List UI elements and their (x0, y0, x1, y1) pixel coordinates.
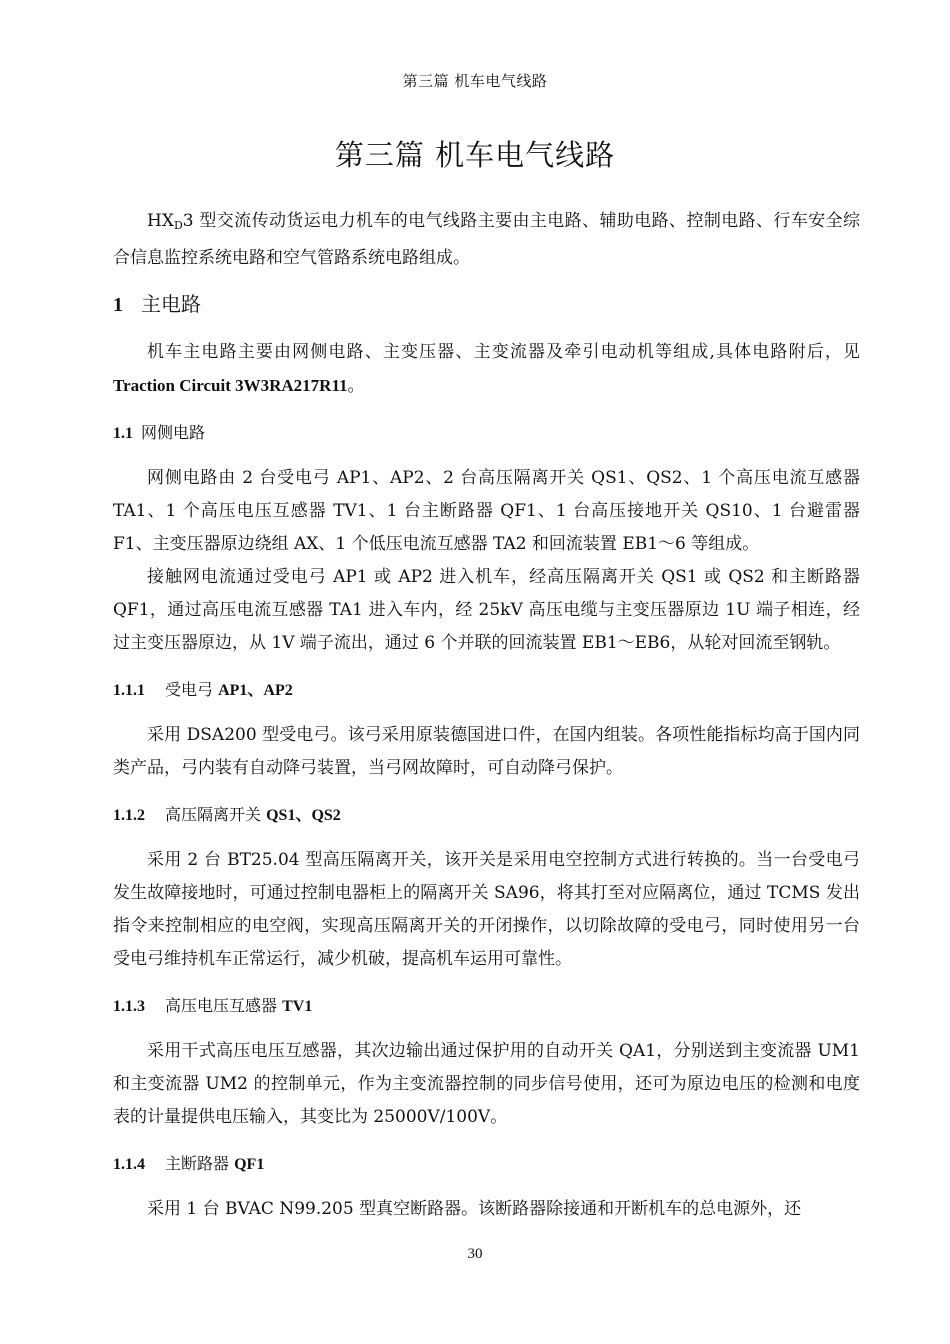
section-1-1-paragraph-2: 接触网电流通过受电弓 AP1 或 AP2 进入机车，经高压隔离开关 QS1 或 QS2 和主断路器 QF1，通过高压电流互感器 TA1 进入车内，经 25kV 高压电缆与主变压器原边 1U 端子相连，经过主变压器原边，从 1V 端子流出，通过 6 个并联的回流装置 EB1～EB6，从轮对回流至钢轨。 (113, 567, 860, 653)
section-heading-1-1 (113, 403, 860, 462)
section-code: QF1 (234, 1156, 265, 1173)
running-header: 第三篇 机车电气线路 (402, 72, 548, 90)
section-number: 1.1 (113, 425, 133, 442)
section-title: 高压电压互感器 (165, 996, 283, 1015)
section-title: 高压隔离开关 (165, 805, 267, 824)
section-heading-1-1-1 (113, 660, 860, 719)
section-number: 1.1.1 (113, 682, 145, 699)
section-number: 1 (113, 294, 123, 316)
intro-model-subscript: D (173, 219, 183, 232)
section-1-1-paragraph-1: 网侧电路由 2 台受电弓 AP1、AP2、2 台高压隔离开关 QS1、QS2、1 个高压电流互感器 TA1、1 个高压电压互感器 TV1、1 台主断路器 QF1、1 台高压接地开关 QS10、1 台避雷器 F1、主变压器原边绕组 AX、1 个低压电流互感器 TA2 和回流装置 EB1～6 等组成。 (113, 468, 860, 554)
section-code: QS1、QS2 (266, 807, 341, 824)
traction-circuit-reference: Traction Circuit 3W3RA217R11 (113, 376, 348, 395)
section-heading-1-1-3 (113, 976, 860, 1035)
section-heading-1 (113, 275, 860, 336)
document-body (113, 205, 860, 1226)
section-heading-1-1-2 (113, 785, 860, 844)
intro-paragraph (113, 205, 860, 275)
section-number: 1.1.2 (113, 807, 145, 824)
page-title: 第三篇 机车电气线路 (334, 138, 616, 172)
section-1-1-3-paragraph: 采用干式高压电压互感器，其次边输出通过保护用的自动开关 QA1，分别送到主变流器 UM1 和主变流器 UM2 的控制单元，作为主变流器控制的同步信号使用，还可为原边电压的检测和电度表的计量提供电压输入，其变比为 25000V/100V。 (113, 1041, 860, 1127)
section-1-text-end: 。 (347, 376, 365, 396)
intro-model-prefix: HX (147, 211, 174, 231)
section-number: 1.1.4 (113, 1156, 145, 1173)
section-heading-1-1-4 (113, 1134, 860, 1193)
section-1-text: 机车主电路主要由网侧电路、主变压器、主变流器及牵引电动机等组成,具体电路附后，见 (147, 342, 860, 362)
section-title: 主断路器 (165, 1154, 235, 1173)
section-1-1-1-paragraph: 采用 DSA200 型受电弓。该弓采用原装德国进口件，在国内组装。各项性能指标均高于国内同类产品，弓内装有自动降弓装置，当弓网故障时，可自动降弓保护。 (113, 725, 860, 778)
intro-text: 3 型交流传动货运电力机车的电气线路主要由主电路、辅助电路、控制电路、行车安全综合信息监控系统电路和空气管路系统电路组成。 (113, 211, 860, 268)
section-code: AP1、AP2 (218, 682, 293, 699)
section-title: 受电弓 (165, 680, 219, 699)
section-title: 网侧电路 (141, 423, 206, 442)
section-1-paragraph (113, 336, 860, 403)
section-title: 主电路 (141, 292, 201, 316)
section-number: 1.1.3 (113, 998, 145, 1015)
section-code: TV1 (282, 998, 313, 1015)
page-number: 30 (467, 1246, 483, 1262)
section-1-1-4-paragraph: 采用 1 台 BVAC N99.205 型真空断路器。该断路器除接通和开断机车的总电源外，还 (147, 1199, 802, 1219)
section-1-1-2-paragraph: 采用 2 台 BT25.04 型高压隔离开关，该开关是采用电空控制方式进行转换的。当一台受电弓发生故障接地时，可通过控制电器柜上的隔离开关 SA96，将其打至对应隔离位，通过 TCMS 发出指令来控制相应的电空阀，实现高压隔离开关的开闭操作，以切除故障的受电弓，同时使用另一台受电弓维持机车正常运行，减少机破，提高机车运用可靠性。 (113, 850, 860, 969)
